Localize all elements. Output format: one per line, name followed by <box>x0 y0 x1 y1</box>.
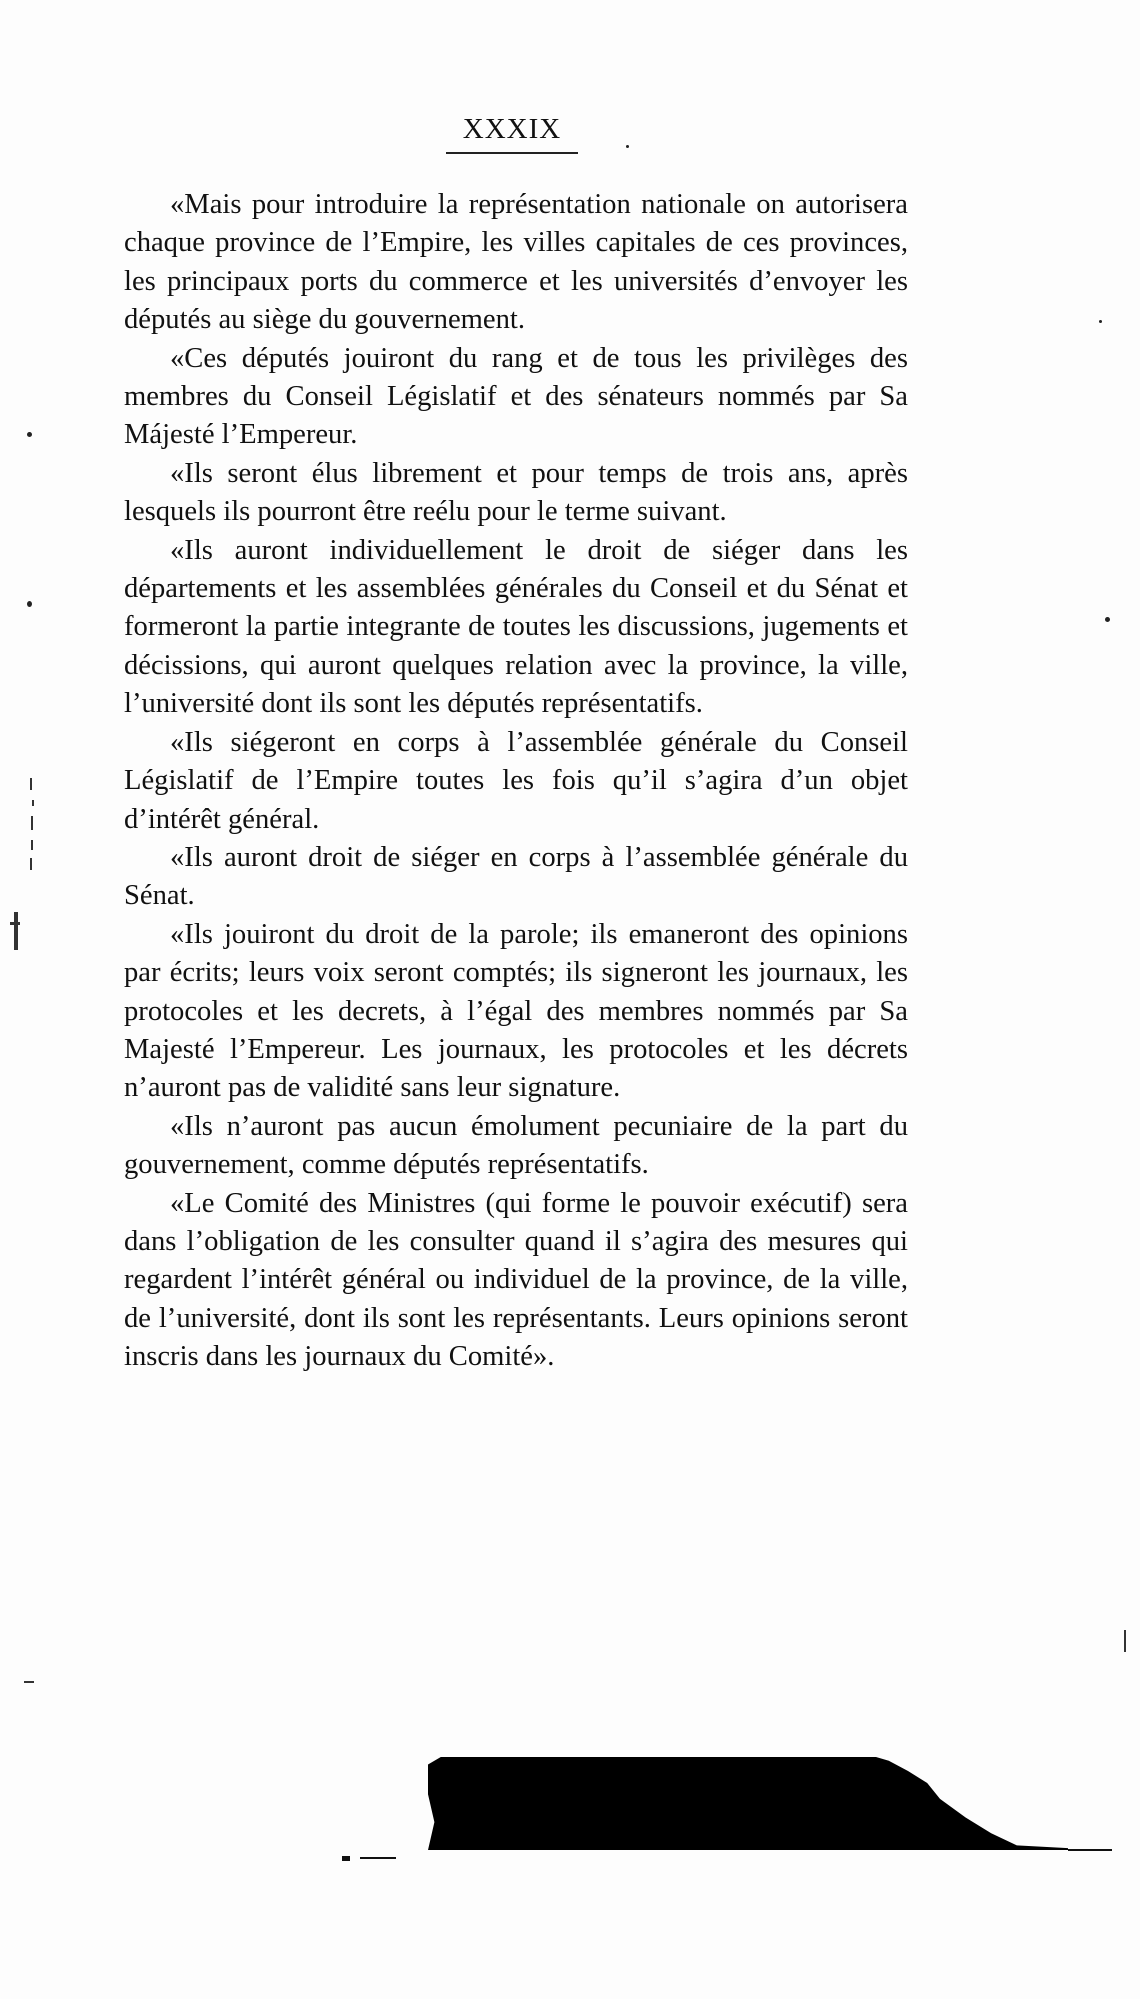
paragraph-2: «Ces députés jouiront du rang et de tous les privilèges des membres du Conseil Législatif et des sénateurs nommés par Sa Májesté l’Empereur. <box>124 342 908 451</box>
bottom-rule <box>342 1856 350 1861</box>
body-text <box>124 186 908 1377</box>
paragraph-8: «Ils n’auront pas aucun émolument pecuniaire de la part du gouvernement, comme députés représentatifs. <box>124 1110 908 1181</box>
scan-speck <box>626 145 629 148</box>
paragraph-5: «Ils siégeront en corps à l’assemblée générale du Conseil Législatif de l’Empire toutes les fois qu’il s’agira d’un objet d’intérêt général. <box>124 726 908 835</box>
page-number-rule <box>446 152 578 154</box>
paragraph-4: «Ils auront individuellement le droit de siéger dans les départements et les assemblées générales du Conseil et du Sénat et formeront la partie integrante de toutes les discussions, jugements et décissions, qui auront quelques relation avec la province, la ville, l’université dont ils sont les députés représentatifs. <box>124 534 908 720</box>
margin-mark <box>1124 1630 1126 1652</box>
paragraph-6: «Ils auront droit de siéger en corps à l’assemblée générale du Sénat. <box>124 841 908 912</box>
margin-mark <box>14 912 18 950</box>
bottom-rule <box>1068 1849 1112 1851</box>
paragraph-9: «Le Comité des Ministres (qui forme le pouvoir exécutif) sera dans l’obligation de les consulter quand il s’agira des mesures qui regardent l’intérêt général ou individuel de la province, de la ville, de l’université, dont ils sont les représentants. Leurs opinions seront inscris dans les journaux du Comité». <box>124 1187 908 1373</box>
scan-black-mark <box>428 1757 1068 1850</box>
page-number: XXXIX <box>462 113 562 145</box>
bottom-rule <box>360 1857 396 1859</box>
margin-mark <box>32 800 34 806</box>
paragraph-3: «Ils seront élus librement et pour temps de trois ans, après lesquels ils pourront être reélu pour le terme suivant. <box>124 457 908 528</box>
margin-mark <box>24 1681 34 1683</box>
paragraph-7: «Ils jouiront du droit de la parole; ils emaneront des opinions par écrits; leurs voix seront comptés; ils signeront les journaux, les protocoles et les decrets, à l’égal des membres nommés par Sa Majesté l’Empereur. Les journaux, les protocoles et les décrets n’auront pas de validité sans leur signature. <box>124 918 908 1104</box>
scan-speck <box>27 601 32 607</box>
margin-mark <box>30 778 32 790</box>
paragraph-1: «Mais pour introduire la représentation nationale on autorisera chaque province de l’Empire, les villes capitales de ces provinces, les principaux ports du commerce et les universités d’envoyer les députés au siège du gouvernement. <box>124 189 908 336</box>
scan-speck <box>27 432 32 437</box>
margin-mark <box>10 922 20 925</box>
scan-speck <box>1099 320 1102 323</box>
margin-mark <box>31 816 33 830</box>
margin-mark <box>30 858 32 870</box>
scan-speck <box>1105 617 1110 622</box>
margin-mark <box>31 840 33 850</box>
